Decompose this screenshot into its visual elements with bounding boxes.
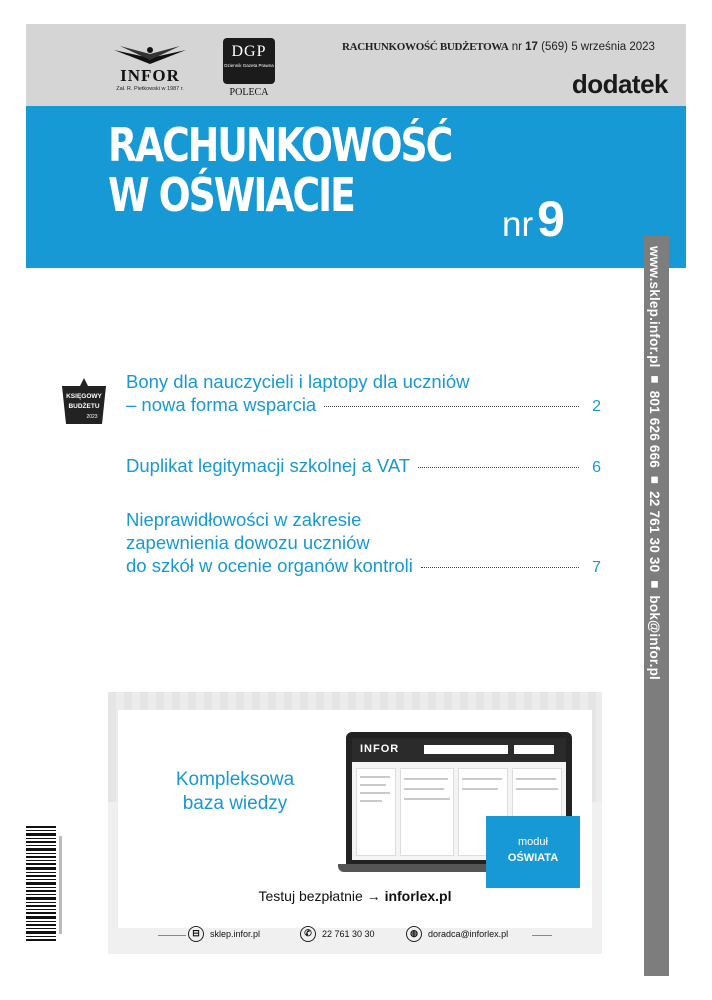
contact-shop-text: sklep.infor.pl <box>210 929 261 939</box>
title-band <box>26 106 686 268</box>
screen-text-line <box>462 788 498 790</box>
contact-shop[interactable] <box>188 926 260 942</box>
toc-item[interactable] <box>126 508 601 579</box>
nr-value: 9 <box>537 191 565 247</box>
module-line-1: moduł <box>518 836 548 848</box>
ad-tagline-line-2: baza wiedzy <box>182 793 288 814</box>
poleca-label: POLECA <box>229 87 269 98</box>
title-line-1: RACHUNKOWOŚĆ <box>108 118 452 172</box>
infor-logo-text: INFOR <box>120 66 180 85</box>
ad-cta-prefix: Testuj bezpłatnie → <box>258 888 381 904</box>
dot-leader <box>418 467 579 468</box>
screen-column <box>400 768 454 856</box>
infor-logo <box>102 44 198 104</box>
screen-search-box <box>424 745 508 754</box>
screen-column <box>356 768 396 856</box>
badge-icon <box>58 376 110 428</box>
contact-sidebar <box>644 236 669 976</box>
contact-phone[interactable] <box>300 926 375 942</box>
ad-tagline <box>160 768 310 816</box>
toc-line: – nowa forma wsparcia <box>126 394 317 415</box>
contact-text: www.sklep.infor.pl ■ 801 626 666 ■ 22 761 30 30 ■ bok@infor.pl <box>647 246 662 680</box>
issue-line <box>342 41 655 53</box>
divider <box>532 935 552 936</box>
toc-page-number: 7 <box>592 559 601 576</box>
ad-contacts <box>158 924 552 946</box>
screen-text-line <box>404 798 450 800</box>
toc-page-number: 2 <box>592 398 601 415</box>
screen-text-line <box>516 778 556 780</box>
dgp-box <box>223 38 275 84</box>
screen-text-line <box>404 778 448 780</box>
badge-line-1: KSIĘGOWY <box>66 393 102 400</box>
publication-name: RACHUNKOWOŚĆ BUDŻETOWA <box>342 41 509 53</box>
screen-text-line <box>360 776 390 778</box>
contact-email-text: doradca@inforlex.pl <box>428 929 509 939</box>
toc-item[interactable] <box>126 370 601 418</box>
ksiegowy-budzetu-badge <box>58 376 110 428</box>
toc-line: zapewnienia dowozu uczniów <box>126 532 370 553</box>
contact-phone-text: 22 761 30 30 <box>322 929 375 939</box>
page-title <box>108 120 451 220</box>
screen-header <box>352 738 566 762</box>
toc-line: Nieprawidłowości w zakresie <box>126 509 362 530</box>
dot-leader <box>421 567 579 568</box>
infor-since: Zał. R. Pietkowski w 1987 r. <box>116 86 184 92</box>
screen-text-line <box>360 784 386 786</box>
ad-cta[interactable] <box>108 888 602 904</box>
issue-number: 17 <box>525 41 538 53</box>
toc-item[interactable] <box>126 454 601 479</box>
issue-date: 5 września 2023 <box>571 41 655 53</box>
screen-text-line <box>462 778 502 780</box>
barcode-image <box>26 826 64 944</box>
toc-line: Duplikat legitymacji szkolnej a VAT <box>126 455 411 476</box>
supplement-number <box>502 190 565 248</box>
toc-line: Bony dla nauczycieli i laptopy dla uczniów <box>126 371 470 392</box>
screen-text-line <box>360 792 390 794</box>
dgp-sub: Dziennik Gazeta Prawna <box>224 63 274 68</box>
dgp-logo <box>220 38 278 104</box>
wing-icon <box>110 44 190 66</box>
screen-search-box <box>514 745 554 754</box>
inforlex-ad[interactable] <box>108 692 602 954</box>
screen-logo: INFOR <box>360 743 400 755</box>
issue-total: (569) <box>541 41 568 53</box>
screen-text-line <box>516 788 558 790</box>
ad-cta-link[interactable]: inforlex.pl <box>384 888 452 904</box>
badge-line-2: BUDŻETU <box>68 403 100 410</box>
divider <box>158 935 186 936</box>
toc-row <box>126 554 601 579</box>
dot-leader <box>324 406 579 407</box>
toc-row <box>126 454 601 479</box>
contact-email[interactable] <box>406 926 508 942</box>
ad-tagline-line-1: Kompleksowa <box>175 769 295 790</box>
supplement-label: dodatek <box>571 69 668 99</box>
toc-line: do szkół w ocenie organów kontroli <box>126 555 413 576</box>
badge-line-3: 2023 <box>86 414 98 420</box>
mouse-icon: ◍ <box>406 926 422 942</box>
dgp-logo-text: DGP <box>231 43 267 60</box>
masthead <box>26 24 686 106</box>
module-badge <box>486 816 580 888</box>
phone-icon: ✆ <box>300 926 316 942</box>
screen-text-line <box>360 800 382 802</box>
nr-label: nr <box>502 205 534 244</box>
title-line-2: W OŚWIACIE <box>108 168 354 222</box>
toc-row <box>126 393 601 418</box>
issue-prefix: nr <box>511 41 522 53</box>
module-line-2: OŚWIATA <box>507 852 559 864</box>
cart-icon: ⊟ <box>188 926 204 942</box>
toc-page-number: 6 <box>592 459 601 476</box>
screen-text-line <box>404 788 444 790</box>
